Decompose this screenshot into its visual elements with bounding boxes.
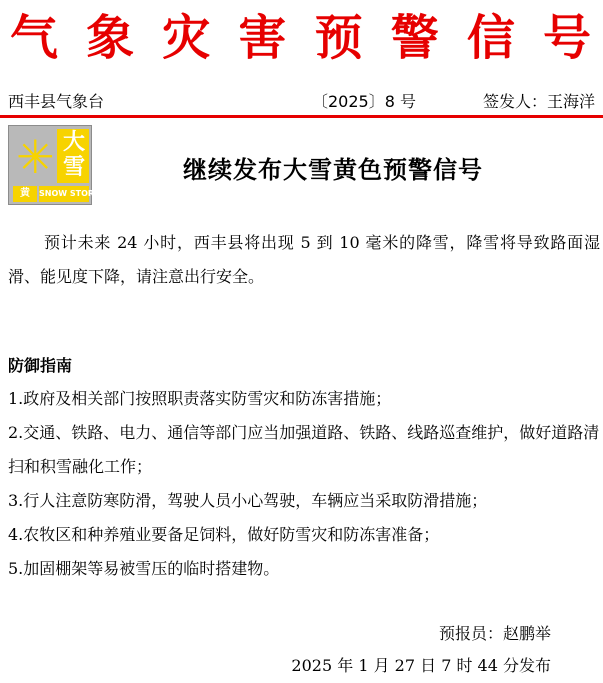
issuing-organization: 西丰县气象台 [8,92,105,111]
red-divider [0,115,603,118]
list-item: 1.政府及相关部门按照职责落实防雪灾和防冻害措施； [8,389,392,408]
issue-time: 2025 年 1 月 27 日 7 时 44 分发布 [291,656,551,675]
title-char: 预 [314,10,363,66]
icon-char-da: 大 [62,130,85,155]
document-title [0,8,603,68]
forecaster: 预报员：赵鹏举 [438,624,551,643]
title-char: 警 [390,10,439,66]
title-char: 害 [238,10,287,66]
signal-title: 继续发布大雪黄色预警信号 [183,156,483,184]
list-item: 3.行人注意防寒防滑，驾驶人员小心驾驶，车辆应当采取防滑措施； [8,491,488,510]
list-item: 2.交通、铁路、电力、通信等部门应当加强道路、铁路、线路巡查维护，做好道路清扫和积雪融化工作； [8,423,600,476]
icon-char-xue: 雪 [62,155,85,180]
snowstorm-yellow-warning-icon [8,125,103,205]
signer: 签发人：王海洋 [482,92,595,111]
icon-level-box: 黄 [13,186,37,202]
forecast-paragraph: 预计未来 24 小时，西丰县将出现 5 到 10 毫米的降雪，降雪将导致路面湿滑、能见度下降，请注意出行安全。 [8,233,600,286]
guidelines-list [8,382,602,586]
snowflake-icon: ✳ [16,130,55,184]
title-char: 灾 [162,10,211,66]
title-char: 象 [86,10,135,66]
title-char: 气 [10,10,59,66]
list-item: 4.农牧区和种养殖业要备足饲料，做好防雪灾和防冻害准备； [8,525,440,544]
title-char: 号 [542,10,591,66]
guidelines-heading: 防御指南 [8,356,73,375]
list-item: 5.加固棚架等易被雪压的临时搭建物。 [8,559,280,578]
icon-band-snow-storm: SNOW STORM [39,186,89,202]
document-meta-row [0,90,603,114]
document-number: 〔2025〕8 号 [312,92,416,111]
title-char: 信 [466,10,515,66]
